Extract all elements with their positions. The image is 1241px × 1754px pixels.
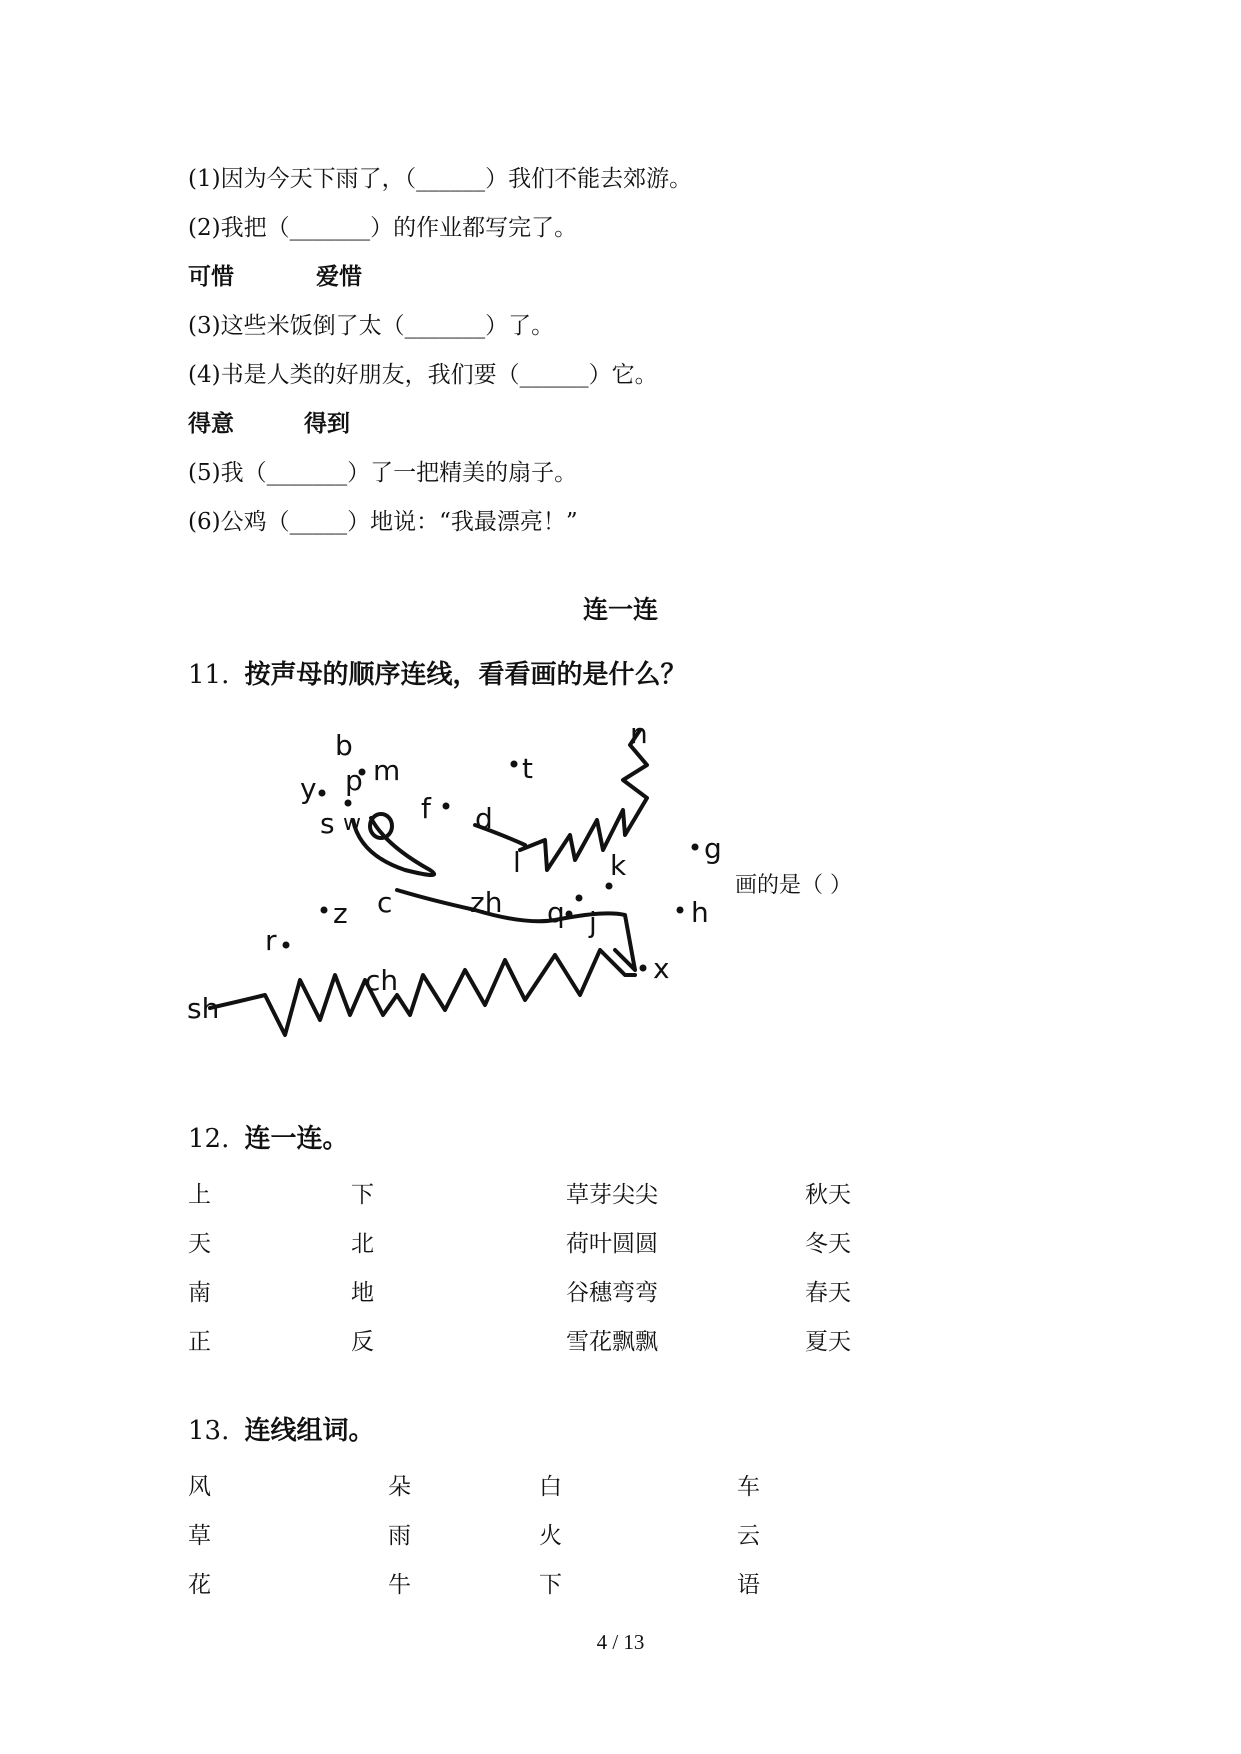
- table-cell: 朵: [388, 1474, 411, 1500]
- table-cell: 牛: [388, 1572, 411, 1598]
- letter-p: p: [345, 764, 363, 797]
- table-cell: 白: [539, 1474, 562, 1500]
- word-choice: 可惜: [188, 264, 234, 290]
- letter-q: q: [547, 896, 565, 929]
- letter-c: c: [377, 886, 393, 919]
- blank-line-4: [188, 356, 658, 389]
- letter-s: s: [320, 807, 335, 840]
- table-cell: 雪花飘飘: [566, 1329, 658, 1355]
- table-cell: 北: [351, 1231, 374, 1257]
- item-label: (3): [188, 313, 221, 339]
- blank-line-1: [188, 160, 692, 193]
- item-text: 公鸡（_____）地说：“我最漂亮！”: [220, 509, 578, 535]
- table-cell: 南: [188, 1280, 211, 1306]
- table-cell: 下: [351, 1182, 374, 1208]
- question-11-header: [188, 654, 686, 691]
- letter-k: k: [610, 849, 627, 882]
- letter-m: m: [373, 754, 401, 787]
- blank-line-3: [188, 307, 554, 340]
- question-13-header: [188, 1410, 374, 1447]
- page-number: 4 / 13: [596, 1630, 645, 1654]
- table-cell: 地: [351, 1280, 374, 1306]
- letter-b: b: [335, 729, 353, 762]
- table-cell: 花: [188, 1572, 211, 1598]
- letter-t: t: [522, 752, 533, 785]
- letter-d: d: [475, 802, 493, 835]
- table-cell: 车: [737, 1474, 760, 1500]
- item-label: (1): [188, 166, 221, 192]
- table-cell: 荷叶圆圆: [566, 1231, 658, 1257]
- word-choice: 得意: [188, 411, 234, 437]
- table-cell: 语: [737, 1572, 760, 1598]
- question-text: 连一连。: [244, 1124, 349, 1154]
- table-cell: 天: [188, 1231, 211, 1257]
- table-cell: 正: [188, 1329, 211, 1355]
- question-text: 按声母的顺序连线，看看画的是什么？: [244, 660, 687, 690]
- table-cell: 夏天: [805, 1329, 851, 1355]
- table-cell: 风: [188, 1474, 211, 1500]
- letter-f: f: [421, 792, 431, 825]
- word-choice-group-3: [188, 405, 350, 438]
- item-label: (2): [188, 215, 221, 241]
- letter-zh: zh: [470, 886, 503, 919]
- table-cell: 秋天: [805, 1182, 851, 1208]
- item-label: (5): [188, 460, 221, 486]
- table-cell: 草芽尖尖: [566, 1182, 658, 1208]
- letter-l: l: [513, 846, 521, 879]
- table-cell: 火: [539, 1523, 562, 1549]
- blank-line-5: [188, 454, 577, 487]
- item-label: (4): [188, 362, 221, 388]
- letter-y: y: [300, 772, 317, 805]
- question-12-header: [188, 1118, 348, 1155]
- letter-j: j: [589, 906, 597, 939]
- connect-dots-picture: [185, 710, 745, 1055]
- question-number: 12.: [188, 1124, 230, 1154]
- table-cell: 反: [351, 1329, 374, 1355]
- letter-n: n: [630, 717, 648, 750]
- table-cell: 下: [539, 1572, 562, 1598]
- letter-x: x: [653, 952, 670, 985]
- question-text: 连线组词。: [244, 1416, 375, 1446]
- word-choice: 得到: [304, 411, 351, 437]
- letter-r: r: [265, 924, 277, 957]
- word-choice-group-2: [188, 258, 362, 291]
- table-cell: 谷穗弯弯: [566, 1280, 658, 1306]
- table-cell: 冬天: [805, 1231, 851, 1257]
- item-text: 因为今天下雨了，（______）我们不能去郊游。: [220, 166, 693, 192]
- table-cell: 上: [188, 1182, 211, 1208]
- answer-prompt: 画的是（ ）: [735, 873, 852, 898]
- section-title: 连一连: [582, 595, 658, 624]
- letter-z: z: [333, 897, 348, 930]
- table-cell: 草: [188, 1523, 211, 1549]
- question-number: 13.: [188, 1416, 230, 1446]
- item-label: (6): [188, 509, 221, 535]
- item-text: 书是人类的好朋友，我们要（______）它。: [220, 362, 658, 388]
- letter-w: w: [343, 811, 361, 836]
- question-number: 11.: [188, 660, 230, 690]
- letter-ch: ch: [365, 964, 399, 997]
- letter-h: h: [691, 896, 709, 929]
- table-cell: 雨: [388, 1523, 411, 1549]
- letter-g: g: [704, 832, 722, 865]
- table-cell: 春天: [805, 1280, 851, 1306]
- blank-line-6: [188, 503, 578, 536]
- item-text: 我把（_______）的作业都写完了。: [220, 215, 578, 241]
- blank-line-2: [188, 209, 577, 242]
- letter-sh: sh: [187, 992, 220, 1025]
- table-cell: 云: [737, 1523, 760, 1549]
- item-text: 这些米饭倒了太（_______）了。: [220, 313, 555, 339]
- word-choice: 爱惜: [316, 264, 363, 290]
- item-text: 我（_______）了一把精美的扇子。: [220, 460, 578, 486]
